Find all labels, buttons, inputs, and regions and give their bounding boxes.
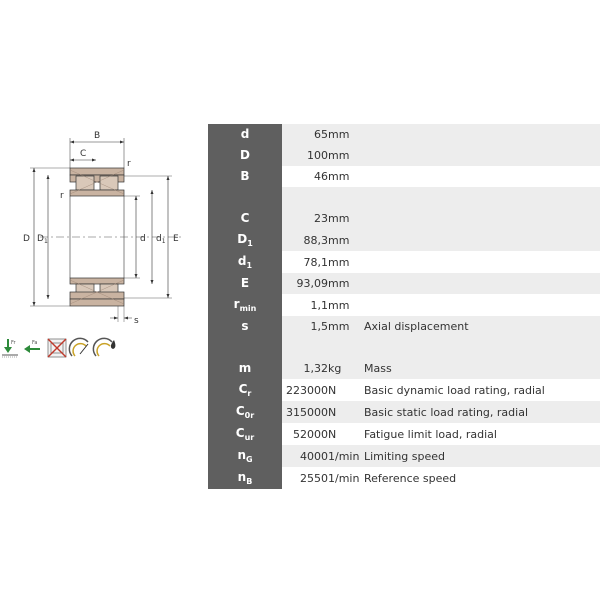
value-cell: 2550 — [282, 467, 328, 489]
table-row — [208, 445, 600, 467]
table-gap-row — [208, 337, 600, 358]
feature-icons — [0, 336, 130, 362]
value-cell: 1,5 — [282, 316, 328, 337]
bearing-cross-section-drawing — [0, 120, 206, 335]
symbol: C — [235, 426, 245, 440]
symbol: C — [240, 211, 250, 225]
description-cell — [364, 294, 600, 316]
description-cell — [364, 145, 600, 166]
value-cell: 100 — [282, 145, 328, 166]
unit-cell: mm — [328, 166, 364, 187]
description-cell: Basic dynamic load rating, radial — [364, 379, 600, 401]
symbol: d — [240, 127, 250, 141]
unit-cell: 1/min — [328, 445, 364, 467]
symbol-subscript: ur — [244, 433, 255, 442]
symbol-cell — [208, 358, 282, 379]
symbol: n — [237, 470, 247, 484]
table-row — [208, 166, 600, 187]
unit-cell: mm — [328, 229, 364, 251]
unit-cell: mm — [328, 316, 364, 337]
symbol-cell — [208, 251, 282, 273]
symbol-cell — [208, 166, 282, 187]
description-cell: Fatigue limit load, radial — [364, 423, 600, 445]
symbol-subscript: r — [247, 389, 252, 398]
value-cell: 52000 — [282, 423, 328, 445]
symbol-subscript: B — [246, 477, 253, 486]
description-cell: Mass — [364, 358, 600, 379]
table-row — [208, 423, 600, 445]
unit-cell: mm — [328, 251, 364, 273]
symbol-subscript: min — [239, 304, 257, 313]
description-cell — [364, 251, 600, 273]
gap-cell — [282, 187, 600, 208]
description-cell — [364, 229, 600, 251]
value-cell: 23 — [282, 208, 328, 229]
svg-text:Fr: Fr — [11, 340, 16, 346]
symbol: m — [238, 361, 252, 375]
description-cell — [364, 273, 600, 294]
symbol: n — [237, 448, 246, 462]
table-row — [208, 208, 600, 229]
description-cell — [364, 166, 600, 187]
label-D1: $D_1$ — [37, 234, 48, 245]
symbol-cell — [208, 273, 282, 294]
symbol: E — [240, 276, 250, 290]
symbol-cell — [208, 124, 282, 145]
value-cell: 88,3 — [282, 229, 328, 251]
symbol-subscript: 1 — [247, 239, 253, 248]
description-cell: Basic static load rating, radial — [364, 401, 600, 423]
symbol-cell — [208, 294, 282, 316]
value-cell: 93,09 — [282, 273, 328, 294]
symbol-cell — [208, 423, 282, 445]
value-cell: 1,1 — [282, 294, 328, 316]
table-row — [208, 294, 600, 316]
symbol-cell — [208, 316, 282, 337]
label-d: d — [140, 234, 146, 244]
axial-load-icon — [24, 340, 40, 353]
table-row — [208, 467, 600, 489]
table-row — [208, 273, 600, 294]
symbol-subscript: 0r — [244, 411, 255, 420]
unit-cell: kg — [328, 358, 364, 379]
speed-icon — [69, 338, 88, 356]
description-cell: Axial displacement — [364, 316, 600, 337]
description-cell: Limiting speed — [364, 445, 600, 467]
not-separable-icon — [48, 339, 66, 357]
unit-cell: N — [328, 401, 364, 423]
unit-cell: mm — [328, 294, 364, 316]
description-cell — [364, 208, 600, 229]
label-d1: $d_1$ — [156, 234, 166, 245]
specification-table — [208, 124, 600, 489]
gap-cell — [282, 337, 600, 358]
symbol: d — [237, 254, 247, 268]
label-r-top: r — [127, 159, 131, 169]
label-D: D — [23, 234, 30, 244]
unit-cell: N — [328, 423, 364, 445]
label-r-side: r — [60, 191, 64, 201]
table-row — [208, 401, 600, 423]
value-cell: 65 — [282, 124, 328, 145]
label-B: B — [94, 131, 101, 141]
symbol-cell — [208, 145, 282, 166]
table-row — [208, 124, 600, 145]
unit-cell: mm — [328, 124, 364, 145]
table-row — [208, 251, 600, 273]
symbol-cell — [208, 467, 282, 489]
table-row — [208, 145, 600, 166]
unit-cell: mm — [328, 208, 364, 229]
symbol-subscript: G — [245, 455, 253, 464]
value-cell: 315000 — [282, 401, 328, 423]
label-E: E — [173, 234, 179, 244]
value-cell: 1,32 — [282, 358, 328, 379]
unit-cell: mm — [328, 273, 364, 294]
symbol-cell — [208, 229, 282, 251]
symbol: D — [240, 148, 250, 162]
symbol: s — [241, 319, 249, 333]
label-s: s — [134, 316, 139, 326]
symbol: C — [238, 382, 248, 396]
label-C: C — [80, 149, 87, 159]
table-gap-row — [208, 187, 600, 208]
symbol-cell — [208, 337, 282, 358]
symbol: B — [240, 169, 250, 183]
symbol: D — [237, 232, 248, 246]
value-cell: 78,1 — [282, 251, 328, 273]
radial-load-icon — [2, 339, 18, 357]
table-row — [208, 379, 600, 401]
symbol-cell — [208, 208, 282, 229]
unit-cell: N — [328, 379, 364, 401]
description-cell — [364, 124, 600, 145]
unit-cell: 1/min — [328, 467, 364, 489]
symbol: C — [235, 404, 245, 418]
symbol-cell — [208, 445, 282, 467]
table-row — [208, 358, 600, 379]
symbol: r — [233, 297, 240, 311]
table-row — [208, 316, 600, 337]
symbol-cell — [208, 401, 282, 423]
description-cell: Reference speed — [364, 467, 600, 489]
table-row — [208, 229, 600, 251]
symbol-subscript: 1 — [246, 261, 253, 270]
unit-cell: mm — [328, 145, 364, 166]
symbol-cell — [208, 187, 282, 208]
svg-text:Fa: Fa — [32, 340, 38, 346]
value-cell: 4000 — [282, 445, 328, 467]
lubrication-icon — [93, 338, 115, 356]
value-cell: 46 — [282, 166, 328, 187]
value-cell: 223000 — [282, 379, 328, 401]
symbol-cell — [208, 379, 282, 401]
